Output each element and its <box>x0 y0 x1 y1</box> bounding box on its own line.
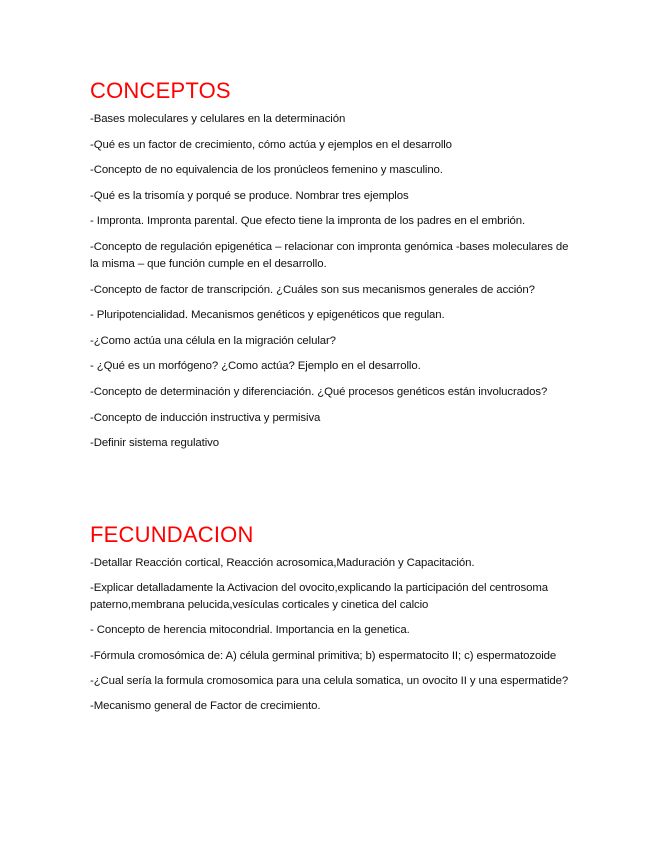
list-item: -Concepto de determinación y diferenciación. ¿Qué procesos genéticos están involucrados? <box>90 385 548 398</box>
list-item: -Mecanismo general de Factor de crecimiento. <box>90 699 321 712</box>
list-item: -Definir sistema regulativo <box>90 437 219 450</box>
list-item: -Qué es la trisomía y porqué se produce. Nombrar tres ejemplos <box>90 189 409 202</box>
conceptos-list <box>90 111 570 452</box>
section-heading-fecundacion: FECUNDACION <box>90 522 254 547</box>
list-item: -Qué es un factor de crecimiento, cómo actúa y ejemplos en el desarrollo <box>90 138 452 151</box>
list-item: -¿Como actúa una célula en la migración celular? <box>90 334 336 347</box>
list-item: -Concepto de no equivalencia de los pronúcleos femenino y masculino. <box>90 164 443 177</box>
list-item: -¿Cual sería la formula cromosomica para una celula somatica, un ovocito II y una espermatide? <box>90 674 569 687</box>
section-heading-conceptos: CONCEPTOS <box>90 78 231 103</box>
list-item: -Detallar Reacción cortical, Reacción acrosomica,Maduración y Capacitación. <box>90 557 475 569</box>
list-item: -Fórmula cromosómica de: A) célula germinal primitiva; b) espermatocito II; c) espermatozoide <box>90 649 557 662</box>
list-item: -Concepto de factor de transcripción. ¿Cuáles son sus mecanismos generales de acción? <box>90 283 535 296</box>
list-item: - Impronta. Impronta parental. Que efecto tiene la impronta de los padres en el embrión. <box>90 215 526 228</box>
section-fecundacion <box>90 520 570 723</box>
fecundacion-list <box>90 555 570 715</box>
list-item: - Concepto de herencia mitocondrial. Importancia en la genetica. <box>90 624 410 637</box>
list-item: - ¿Qué es un morfógeno? ¿Como actúa? Ejemplo en el desarrollo. <box>90 360 421 373</box>
list-item: -Explicar detalladamente la Activacion del ovocito,explicando la participación del centrosoma paterno,membrana pelucida,vesículas corticales y cinetica del calcio <box>90 582 548 612</box>
list-item: - Pluripotencialidad. Mecanismos genéticos y epigenéticos que regulan. <box>90 309 445 322</box>
section-conceptos <box>90 76 570 461</box>
list-item: -Concepto de regulación epigenética – relacionar con impronta genómica -bases moleculares de la misma – que función cumple en el desarrollo. <box>90 240 569 270</box>
list-item: -Bases moleculares y celulares en la determinación <box>90 113 346 125</box>
list-item: -Concepto de inducción instructiva y permisiva <box>90 411 321 424</box>
